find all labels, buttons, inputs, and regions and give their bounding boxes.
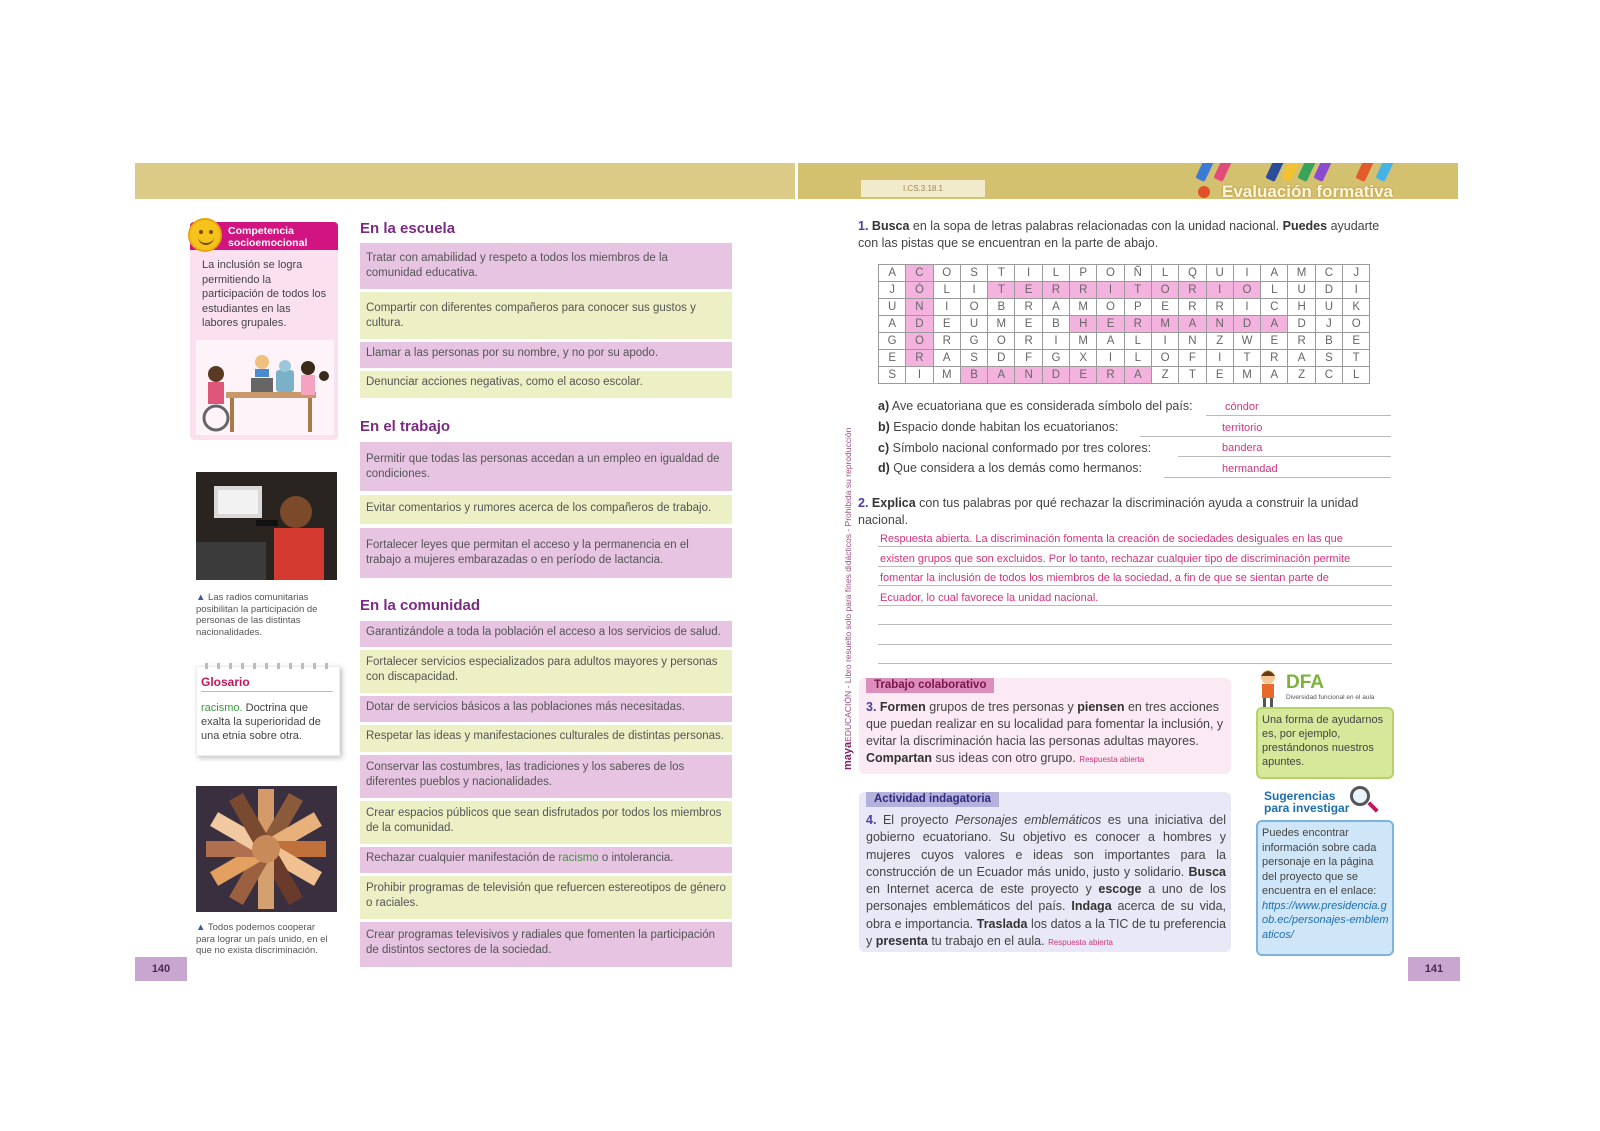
question-number: 1.: [858, 219, 869, 233]
girl-icon: [1254, 668, 1282, 708]
grid-cell[interactable]: E: [1015, 282, 1042, 299]
grid-cell[interactable]: D: [1042, 367, 1069, 384]
verb: Puedes: [1282, 219, 1328, 233]
list-item: Fortalecer servicios especializados para adultos mayores y personas con discapacidad.: [360, 650, 732, 693]
grid-cell[interactable]: I: [1042, 333, 1069, 350]
grid-cell[interactable]: O: [1343, 316, 1370, 333]
grid-cell[interactable]: R: [1124, 316, 1151, 333]
dfa-text: Una forma de ayudarnos es, por ejemplo, prestándonos nuestros apuntes.: [1262, 714, 1384, 768]
question-text: tu trabajo en el aula.: [927, 934, 1045, 949]
grid-cell[interactable]: M: [933, 367, 960, 384]
grid-row: [879, 299, 1370, 316]
grid-cell[interactable]: R: [933, 333, 960, 350]
grid-cell[interactable]: L: [1124, 350, 1151, 367]
grid-cell[interactable]: E: [1097, 316, 1124, 333]
grid-cell[interactable]: E: [1151, 299, 1178, 316]
grid-cell[interactable]: N: [1206, 316, 1233, 333]
sugerencias-title-line: Sugerencias: [1264, 789, 1336, 803]
grid-cell[interactable]: Q: [1179, 265, 1206, 282]
grid-cell[interactable]: O: [1097, 299, 1124, 316]
list-item: Compartir con diferentes compañeros para conocer sus gustos y cultura.: [360, 292, 732, 339]
brand-logo: maya: [842, 741, 854, 770]
question-text: sus ideas con otro grupo.: [931, 751, 1076, 765]
grid-cell[interactable]: E: [1261, 333, 1288, 350]
smiley-icon: [188, 218, 222, 252]
grid-cell[interactable]: J: [879, 282, 906, 299]
radio-caption: [196, 592, 336, 638]
grid-cell[interactable]: O: [1151, 282, 1178, 299]
grid-cell[interactable]: R: [1097, 367, 1124, 384]
grid-cell[interactable]: L: [1151, 265, 1178, 282]
grid-cell[interactable]: E: [1070, 367, 1097, 384]
glosario-card: [196, 666, 340, 756]
grid-cell[interactable]: N: [906, 299, 933, 316]
list-item: Tratar con amabilidad y respeto a todos los miembros de la comunidad educativa.: [360, 243, 732, 289]
grid-cell[interactable]: I: [1097, 282, 1124, 299]
verb: escoge: [1098, 882, 1142, 897]
clue-text: Ave ecuatoriana que es considerada símbolo del país:: [891, 399, 1193, 413]
grid-cell[interactable]: L: [1343, 367, 1370, 384]
list-item: Dotar de servicios básicos a las poblaciones más necesitadas.: [360, 696, 732, 722]
grid-row: [879, 333, 1370, 350]
grid-cell[interactable]: M: [1151, 316, 1178, 333]
grid-cell[interactable]: E: [1343, 333, 1370, 350]
grid-cell[interactable]: C: [1261, 299, 1288, 316]
grid-cell[interactable]: A: [1261, 316, 1288, 333]
activity-tag: Actividad indagatoria: [866, 792, 999, 807]
question-text: en la sopa de letras palabras relacionadas con la unidad nacional.: [909, 219, 1283, 233]
clue-b: [878, 420, 1118, 434]
community-radio-photo: [196, 472, 337, 580]
answer-line: [878, 644, 1392, 645]
verb: piensen: [1077, 700, 1125, 714]
section-title-comunidad: En la comunidad: [360, 597, 481, 614]
grid-cell[interactable]: U: [960, 316, 987, 333]
skill-code: I.CS.3.18.1: [861, 180, 985, 197]
grid-cell[interactable]: D: [1288, 316, 1315, 333]
grid-cell[interactable]: M: [1070, 333, 1097, 350]
grid-cell[interactable]: O: [1151, 350, 1178, 367]
answer-line: [1164, 477, 1391, 478]
grid-cell[interactable]: I: [1206, 282, 1233, 299]
grid-cell[interactable]: I: [1343, 282, 1370, 299]
glosario-definition: [201, 701, 331, 743]
grid-cell[interactable]: I: [1015, 265, 1042, 282]
question-text: acerca de su vida, obra e importancia.: [866, 899, 1226, 931]
grid-cell[interactable]: F: [1179, 350, 1206, 367]
grid-cell[interactable]: O: [988, 333, 1015, 350]
list-item: Llamar a las personas por su nombre, y no por su apodo.: [360, 342, 732, 368]
question-number: 3.: [866, 700, 877, 714]
list-item: Prohibir programas de televisión que refuercen estereotipos de género o raciales.: [360, 876, 732, 919]
grid-cell[interactable]: Z: [1151, 367, 1178, 384]
glosario-title: Glosario: [201, 675, 250, 689]
grid-cell[interactable]: I: [1206, 350, 1233, 367]
grid-cell[interactable]: L: [1042, 265, 1069, 282]
verb: Busca: [871, 219, 910, 233]
grid-cell[interactable]: Ó: [906, 282, 933, 299]
grid-cell[interactable]: Ñ: [1124, 265, 1151, 282]
grid-cell[interactable]: T: [1124, 282, 1151, 299]
open-answer-note: Respuesta abierta: [1048, 938, 1114, 948]
clue-text: Que considera a los demás como hermanos:: [893, 461, 1143, 475]
question-1: [858, 218, 1393, 252]
grid-cell[interactable]: H: [1288, 299, 1315, 316]
question-3: [866, 699, 1226, 768]
grid-cell[interactable]: B: [1315, 333, 1342, 350]
list-item-text: o intolerancia.: [598, 852, 674, 864]
grid-cell[interactable]: A: [879, 316, 906, 333]
grid-cell[interactable]: T: [1233, 350, 1260, 367]
grid-cell[interactable]: D: [1315, 282, 1342, 299]
grid-cell[interactable]: S: [879, 367, 906, 384]
sugerencias-body: Puedes encontrar información sobre cada personaje en la página del proyecto que se encuentra en el enlace:: [1262, 827, 1377, 897]
grid-cell[interactable]: U: [1315, 299, 1342, 316]
caption-triangle-icon: ▲: [196, 922, 208, 933]
question-text: grupos de tres personas y: [925, 700, 1078, 714]
answer-line-text: fomentar la inclusión de todos los miembros de la sociedad, a fin de que se sientan parte de: [880, 572, 1329, 584]
grid-cell[interactable]: T: [1179, 367, 1206, 384]
page-title: Evaluación formativa: [1222, 182, 1394, 201]
grid-cell[interactable]: P: [1070, 265, 1097, 282]
grid-cell[interactable]: R: [906, 350, 933, 367]
dfa-subtitle: Diversidad funcional en el aula: [1286, 694, 1375, 701]
clue-answer[interactable]: bandera: [1222, 442, 1263, 454]
grid-cell[interactable]: R: [1206, 299, 1233, 316]
grid-cell[interactable]: O: [1097, 265, 1124, 282]
grid-cell[interactable]: O: [906, 333, 933, 350]
grid-cell[interactable]: O: [960, 299, 987, 316]
side-credit-text: EDUCACIÓN - Libro resuelto solo para fines didácticos - Prohibida su reproducción: [843, 427, 853, 742]
grid-cell[interactable]: O: [1233, 282, 1260, 299]
question-text: con tus palabras por qué rechazar la discriminación ayuda a construir la unidad nacional.: [858, 496, 1359, 527]
side-credit: [842, 428, 854, 770]
grid-cell[interactable]: Z: [1206, 333, 1233, 350]
grid-row: [879, 367, 1370, 384]
grid-cell[interactable]: O: [933, 265, 960, 282]
clue-letter: b): [878, 420, 890, 434]
grid-cell[interactable]: A: [1288, 350, 1315, 367]
verb: Indaga: [1071, 899, 1112, 914]
grid-cell[interactable]: R: [1015, 333, 1042, 350]
list-item: Respetar las ideas y manifestaciones culturales de distintas personas.: [360, 725, 732, 752]
grid-cell[interactable]: A: [1097, 333, 1124, 350]
children-illustration: [196, 340, 334, 435]
clue-answer[interactable]: hermandad: [1222, 463, 1278, 475]
grid-cell[interactable]: Z: [1288, 367, 1315, 384]
grid-cell[interactable]: L: [1261, 282, 1288, 299]
grid-cell[interactable]: R: [1015, 299, 1042, 316]
question-number: 2.: [858, 496, 869, 510]
answer-line: [1140, 436, 1391, 437]
grid-cell[interactable]: J: [1343, 265, 1370, 282]
sugerencias-text: [1262, 826, 1390, 942]
list-item: [360, 847, 732, 873]
answer-line: [1206, 415, 1391, 416]
magnifier-icon: [1350, 786, 1370, 806]
clue-text: Símbolo nacional conformado por tres colores:: [892, 441, 1152, 455]
grid-cell[interactable]: I: [1151, 333, 1178, 350]
grid-cell[interactable]: X: [1070, 350, 1097, 367]
section-title-escuela: En la escuela: [360, 220, 456, 237]
question-text: es una iniciativa del gobierno ecuatoriano. Su objetivo es conocer a hombres y mujeres cuyos valores e ideas son importantes para la construcción de un Ecuador más unido, justo y solidario.: [866, 813, 1226, 879]
grid-cell[interactable]: J: [1315, 316, 1342, 333]
clue-c: [878, 441, 1151, 455]
answer-line: [878, 624, 1392, 625]
competencia-title: Competencia socioemocional: [190, 222, 338, 250]
glossary-link[interactable]: racismo: [558, 852, 599, 864]
spiral-binding: [205, 663, 331, 669]
grid-cell[interactable]: I: [960, 282, 987, 299]
hands-caption-text: Todos podemos cooperar para lograr un país unido, en el que no exista discriminación.: [196, 922, 328, 956]
grid-cell[interactable]: S: [960, 265, 987, 282]
question-text: en tres acciones que puedan realizar en su localidad para fomentar la inclusión, y evitar la discriminación hacia las personas adultas mayores.: [866, 700, 1224, 748]
grid-row: [879, 282, 1370, 299]
grid-cell[interactable]: A: [988, 367, 1015, 384]
project-name: Personajes emblemáticos: [955, 813, 1102, 827]
question-2: [858, 495, 1393, 529]
grid-cell[interactable]: C: [1315, 265, 1342, 282]
clue-a: [878, 399, 1193, 413]
competencia-text: La inclusión se logra permitiendo la participación de todos los estudiantes en las labores grupales.: [202, 259, 327, 329]
grid-cell[interactable]: K: [1343, 299, 1370, 316]
answer-line-text: existen grupos que son excluidos. Por lo tanto, rechazar cualquier tipo de discriminación permite: [880, 552, 1351, 565]
grid-row: [879, 265, 1370, 282]
clue-d: [878, 461, 1142, 475]
grid-cell[interactable]: E: [1206, 367, 1233, 384]
grid-cell[interactable]: I: [933, 299, 960, 316]
clue-letter: c): [878, 441, 890, 455]
grid-cell[interactable]: A: [1124, 367, 1151, 384]
grid-cell[interactable]: R: [1288, 333, 1315, 350]
page-number-right: 141: [1408, 957, 1460, 981]
grid-cell[interactable]: T: [1343, 350, 1370, 367]
list-item: Conservar las costumbres, las tradiciones y los saberes de los diferentes pueblos y nacionalidades.: [360, 755, 732, 798]
section-title-trabajo: En el trabajo: [360, 418, 451, 435]
grid-cell[interactable]: R: [1042, 282, 1069, 299]
grid-cell[interactable]: R: [1261, 350, 1288, 367]
collab-tag: Trabajo colaborativo: [866, 678, 994, 693]
grid-cell[interactable]: A: [1261, 367, 1288, 384]
answer-line: [878, 663, 1392, 664]
divider: [201, 691, 333, 692]
grid-cell[interactable]: B: [960, 367, 987, 384]
question-4: [866, 812, 1226, 951]
grid-cell[interactable]: G: [879, 333, 906, 350]
clue-answer[interactable]: cóndor: [1225, 401, 1259, 413]
grid-cell[interactable]: A: [1042, 299, 1069, 316]
question-2-answer[interactable]: [880, 530, 1392, 608]
grid-cell[interactable]: U: [879, 299, 906, 316]
list-item: Crear espacios públicos que sean disfrutados por todos los miembros de la comunidad.: [360, 801, 732, 844]
grid-cell[interactable]: B: [988, 299, 1015, 316]
verb: Traslada: [976, 916, 1028, 931]
answer-line-text: Respuesta abierta. La discriminación fomenta la creación de sociedades desiguales en las que: [880, 533, 1343, 545]
list-item: Fortalecer leyes que permitan el acceso y la permanencia en el trabajo a mujeres embarazadas o en período de lactancia.: [360, 528, 732, 578]
list-item-text: Rechazar cualquier manifestación de: [366, 852, 559, 864]
grid-cell[interactable]: L: [1124, 333, 1151, 350]
hands-caption: [196, 922, 336, 957]
grid-cell[interactable]: M: [1070, 299, 1097, 316]
grid-cell[interactable]: H: [1070, 316, 1097, 333]
question-text: los datos a la TIC de tu preferencia y: [866, 916, 1226, 949]
grid-row: [879, 350, 1370, 367]
title-bullet-icon: [1198, 186, 1210, 198]
header-bar-left: [135, 163, 795, 199]
clue-letter: d): [878, 461, 890, 475]
grid-cell[interactable]: R: [1179, 282, 1206, 299]
grid-cell[interactable]: G: [1042, 350, 1069, 367]
grid-cell[interactable]: T: [988, 282, 1015, 299]
answer-line: [1178, 456, 1391, 457]
question-text: El proyecto: [882, 813, 956, 827]
grid-cell[interactable]: R: [1179, 299, 1206, 316]
grid-cell[interactable]: W: [1233, 333, 1260, 350]
grid-cell[interactable]: N: [1015, 367, 1042, 384]
grid-cell[interactable]: I: [906, 367, 933, 384]
question-text: a uno de los personajes emblemáticos del país.: [866, 882, 1226, 914]
grid-cell[interactable]: D: [906, 316, 933, 333]
grid-cell[interactable]: S: [960, 350, 987, 367]
sugerencias-title-line: para investigar: [1264, 801, 1350, 815]
grid-cell[interactable]: I: [1233, 265, 1260, 282]
grid-cell[interactable]: D: [1233, 316, 1260, 333]
verb: presenta: [875, 934, 928, 949]
list-item: Denunciar acciones negativas, como el acoso escolar.: [360, 371, 732, 398]
clue-letter: a): [878, 399, 890, 413]
list-item: Permitir que todas las personas accedan a un empleo en igualdad de condiciones.: [360, 442, 732, 491]
grid-cell[interactable]: C: [1315, 367, 1342, 384]
grid-cell[interactable]: M: [1288, 265, 1315, 282]
clue-text: Espacio donde habitan los ecuatorianos:: [893, 420, 1119, 434]
grid-cell[interactable]: N: [1179, 333, 1206, 350]
sugerencias-title: [1264, 790, 1349, 814]
grid-cell[interactable]: A: [933, 350, 960, 367]
grid-cell[interactable]: E: [879, 350, 906, 367]
grid-cell[interactable]: B: [1042, 316, 1069, 333]
grid-cell[interactable]: C: [906, 265, 933, 282]
grid-cell[interactable]: U: [1288, 282, 1315, 299]
open-answer-note: Respuesta abierta: [1079, 755, 1145, 764]
page-number-left: 140: [135, 957, 187, 981]
answer-line-text: Ecuador, lo cual favorece la unidad nacional.: [880, 591, 1099, 604]
grid-cell[interactable]: G: [960, 333, 987, 350]
dfa-title: DFA: [1286, 672, 1324, 693]
grid-cell[interactable]: A: [1261, 265, 1288, 282]
grid-cell[interactable]: F: [1015, 350, 1042, 367]
united-hands-photo: [196, 786, 337, 912]
grid-cell[interactable]: P: [1124, 299, 1151, 316]
question-number: 4.: [866, 813, 877, 827]
grid-cell[interactable]: I: [1097, 350, 1124, 367]
verb: Explica: [871, 496, 916, 510]
glosario-def-text: Doctrina que exalta la superioridad de una etnia sobre otra.: [201, 702, 321, 742]
verb: Formen: [879, 700, 926, 714]
grid-cell[interactable]: E: [933, 316, 960, 333]
grid-cell[interactable]: L: [933, 282, 960, 299]
question-text: ayudarte con las pistas que se encuentran en la parte de abajo.: [858, 219, 1380, 250]
caption-triangle-icon: ▲: [196, 592, 209, 603]
clue-answer[interactable]: territorio: [1222, 422, 1263, 434]
project-link[interactable]: https://www.presidencia.gob.ec/personajes-emblematicos/: [1262, 899, 1389, 941]
glosario-term: racismo.: [201, 702, 243, 714]
grid-cell[interactable]: R: [1070, 282, 1097, 299]
grid-cell[interactable]: M: [1233, 367, 1260, 384]
word-search-grid: [878, 264, 1370, 384]
grid-cell[interactable]: S: [1315, 350, 1342, 367]
verb: Busca: [1188, 864, 1226, 879]
grid-cell[interactable]: T: [988, 265, 1015, 282]
grid-cell[interactable]: U: [1206, 265, 1233, 282]
list-item: Crear programas televisivos y radiales que fomenten la participación de distintos sectores de la sociedad.: [360, 922, 732, 967]
list-item: Evitar comentarios y rumores acerca de los compañeros de trabajo.: [360, 495, 732, 524]
grid-row: [879, 316, 1370, 333]
grid-cell[interactable]: A: [1179, 316, 1206, 333]
grid-cell[interactable]: E: [1015, 316, 1042, 333]
grid-cell[interactable]: A: [879, 265, 906, 282]
grid-cell[interactable]: D: [988, 350, 1015, 367]
question-text: en Internet acerca de este proyecto y: [866, 882, 1099, 897]
list-item: Garantizándole a toda la población el acceso a los servicios de salud.: [360, 621, 732, 647]
grid-cell[interactable]: M: [988, 316, 1015, 333]
grid-cell[interactable]: I: [1233, 299, 1260, 316]
radio-caption-text: Las radios comunitarias posibilitan la participación de personas de las distintas nacionalidades.: [196, 592, 318, 638]
verb: Compartan: [866, 751, 932, 765]
